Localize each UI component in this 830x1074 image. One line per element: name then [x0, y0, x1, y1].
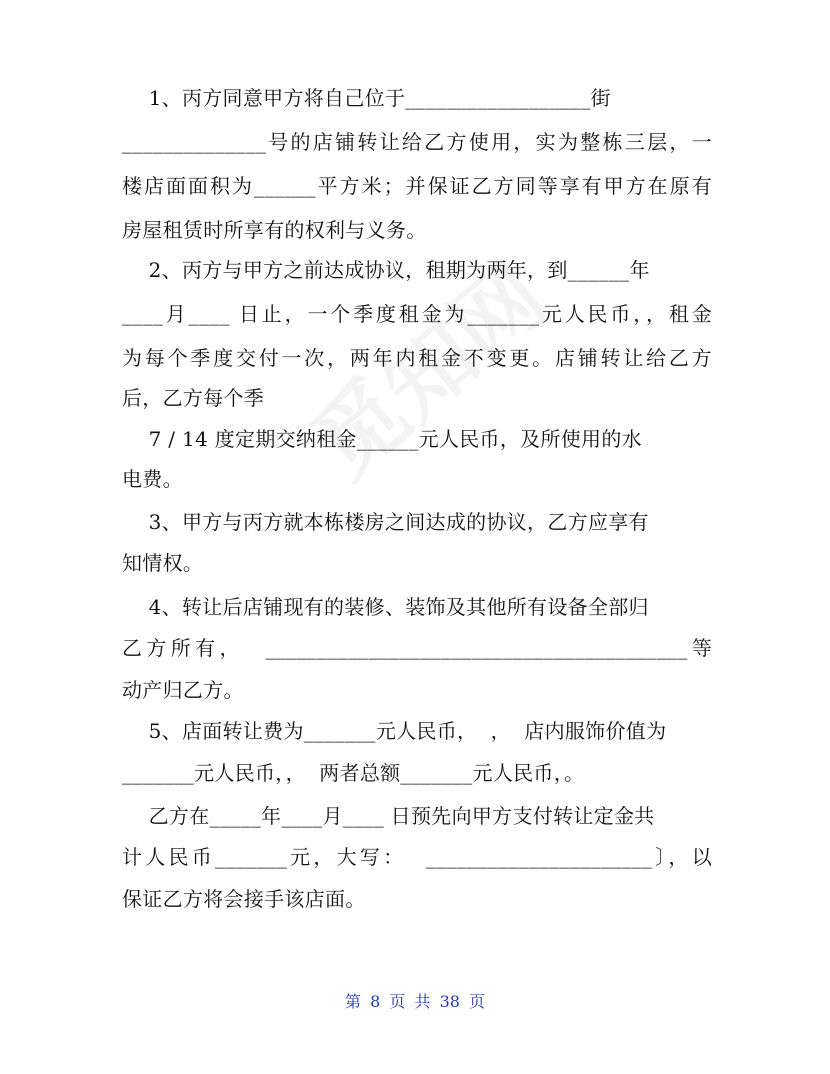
- total-unit: 页: [469, 992, 486, 1011]
- text-line: ____月____ 日止，一个季度租金为_______元人民币，，租金: [122, 302, 712, 326]
- text-line: 保证乙方将会接手该店面。: [122, 887, 366, 911]
- text-line: 3、甲方与丙方就本栋楼房之间达成的协议，乙方应享有: [122, 510, 649, 534]
- text-line: 5、店面转让费为_______元人民币， ， 店内服饰价值为: [122, 719, 667, 743]
- text-line: 4、转让后店铺现有的装修、装饰及其他所有设备全部归: [122, 595, 649, 619]
- text-line: 2、丙方与甲方之前达成协议，租期为两年，到______年: [122, 258, 650, 282]
- total-label: 共: [414, 992, 431, 1011]
- text-line: 乙方在_____年____月____ 日预先向甲方支付转让定金共: [122, 804, 655, 828]
- text-line: _______元人民币，， 两者总额_______元人民币，。: [122, 761, 585, 785]
- text-line: 乙方所有， _________________________________________等: [122, 636, 712, 660]
- text-line: 后，乙方每个季: [122, 386, 265, 410]
- text-line: 房屋租赁时所享有的权利与义务。: [122, 218, 427, 242]
- text-line: ______________号的店铺转让给乙方使用，实为整栋三层，一: [122, 130, 712, 154]
- text-line: 1、丙方同意甲方将自己位于__________________街: [122, 86, 611, 110]
- total-pages: 38: [439, 992, 460, 1011]
- page-label: 第: [344, 992, 361, 1011]
- text-line: 7 / 14 度定期交纳租金______元人民币，及所使用的水: [122, 427, 642, 451]
- page-unit: 页: [389, 992, 406, 1011]
- page-footer: [0, 992, 830, 1012]
- text-line: 楼店面面积为______平方米；并保证乙方同等享有甲方在原有: [122, 174, 712, 198]
- text-line: 知情权。: [122, 551, 204, 575]
- text-line: 动产归乙方。: [122, 678, 244, 702]
- page-number: 8: [370, 992, 381, 1011]
- text-line: 计人民币_______元，大写： ______________________〕，以: [122, 845, 712, 869]
- text-line: 为每个季度交付一次，两年内租金不变更。店铺转让给乙方: [122, 346, 712, 370]
- text-line: 电费。: [122, 467, 183, 491]
